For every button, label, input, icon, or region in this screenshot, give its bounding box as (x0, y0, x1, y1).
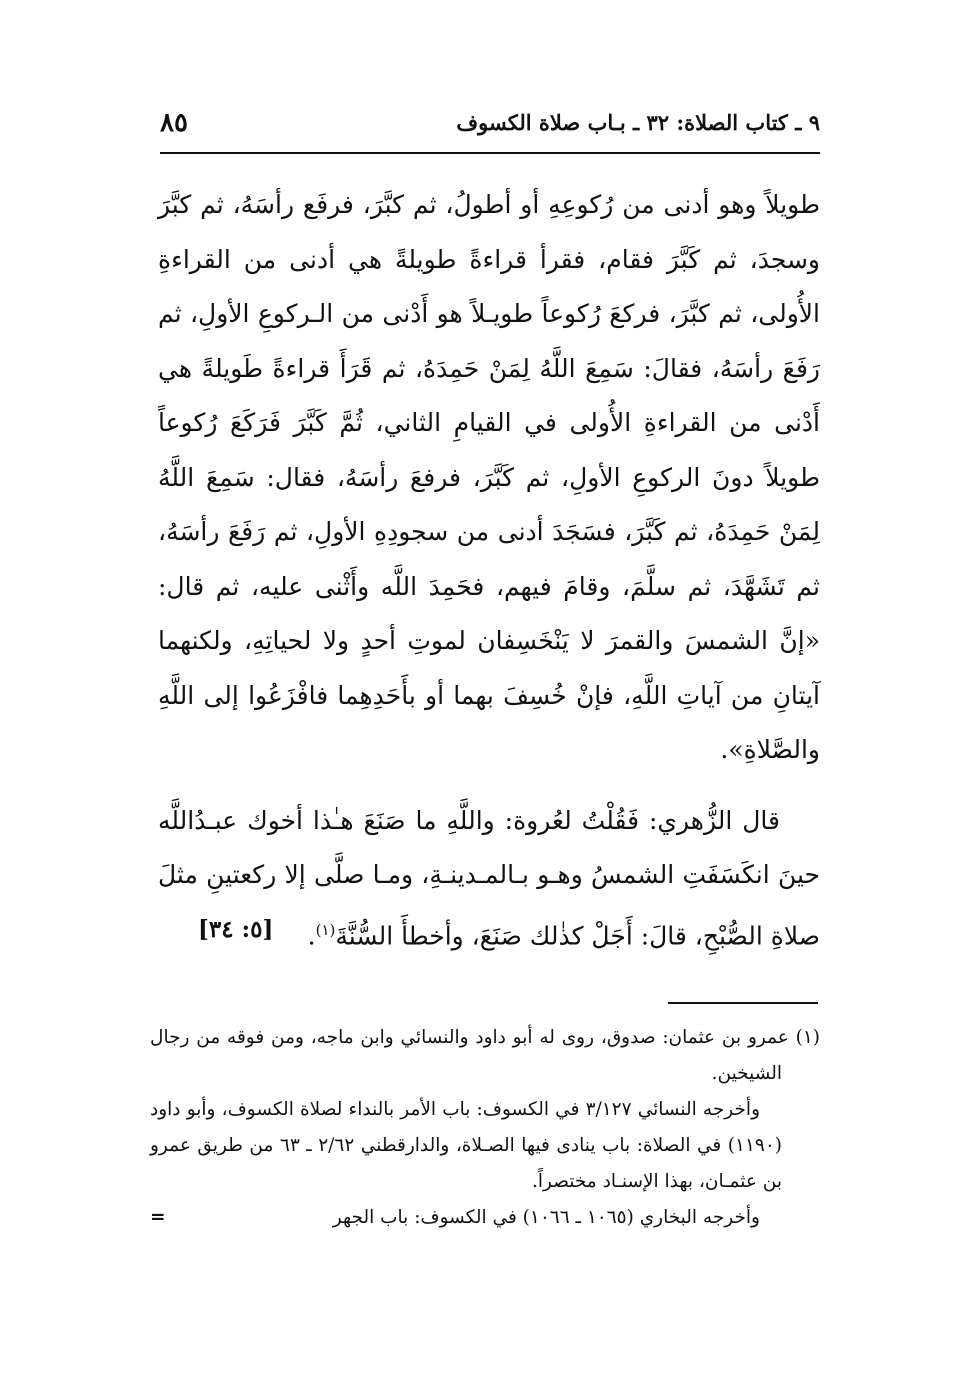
zuhri-text: قال الزُّهري: فَقُلْتُ لعُروة: واللَّهِ ما صَنَعَ هـٰذا أخوك عبـدُاللَّه حينَ انكَسَفَتِ الشمسُ وهـو بـالمـدينـةِ، ومـا صلَّى إلا ركعتينِ مثلَ صلاةِ الصُّبْحِ، قالَ: أَجَلْ كذٰلك صَنَعَ، وأخطأَ السُّنَّةَ (158, 805, 820, 950)
footnotes (150, 1020, 820, 1236)
footnote-1-source-b (150, 1200, 820, 1236)
footnote-1 (150, 1020, 820, 1092)
footnote-1-source-a (150, 1092, 820, 1200)
hadith-text: طويلاً وهو أدنى من رُكوعِهِ أو أطولُ، ثم كبَّرَ، فرفَع رأسَهُ، ثم كبَّرَ وسجدَ، ثم كَبَّرَ فقام، فقرأ قراءةً طويلةً هي أدنى من القراءةِ الأُولى، ثم كبَّرَ، فركعَ رُكوعاً طويـلاً هو أَدْنى من الـركوعِ الأولِ، ثم رَفَعَ رأسَهُ، فقالَ: سَمِعَ اللَّهُ لِمَنْ حَمِدَهُ، ثم قَرَأَ قراءةً طَويلةً هي أَدْنى من القراءةِ الأُولى في القيامِ الثاني، ثُمَّ كَبَّرَ فَرَكَعَ رُكوعاً طويلاً دونَ الركوعِ الأولِ، ثم كَبَّرَ، فرفعَ رأسَهُ، فقال: سَمِعَ اللَّهُ لِمَنْ حَمِدَهُ، ثم كَبَّرَ، فسَجَدَ أدنى من سجودِهِ الأولِ، ثم رَفَعَ رأسَهُ، ثم تَشَهَّدَ، ثم سلَّمَ، وقامَ فيهم، فحَمِدَ اللَّه وأَثْنى عليه، ثم قال: «إنَّ الشمسَ والقمرَ لا يَنْخَسِفان لموتِ أحدٍ ولا لحياتِهِ، ولكنهما آيتانِ من آياتِ اللَّهِ، فإنْ خُسِفَ بهما أو بأَحَدِهِما فافْزَعُوا إلى اللَّهِ والصَّلاةِ». (158, 190, 821, 764)
header-rule (160, 152, 820, 154)
page-number: ٨٥ (160, 108, 188, 138)
running-header (160, 110, 820, 154)
paragraph-end: . (307, 920, 316, 950)
zuhri-paragraph (158, 794, 820, 964)
footnote-1-source-b-text: وأخرجه البخاري (١٠٦٥ ـ ١٠٦٦) في الكسوف: باب الجهر (332, 1207, 760, 1228)
citation-ref: [٥: ٣٤] (198, 915, 274, 943)
footnote-marker[interactable]: (١) (315, 920, 336, 939)
footnote-rule (668, 1002, 818, 1004)
footnote-1-source-a-text: وأخرجه النسائي ٣/١٢٧ في الكسوف: باب الأمر بالنداء لصلاة الكسوف، وأبو داود (١١٩٠) في الصلاة: باب ينادى فيها الصـلاة، والدارقطني ٢/٦٢ ـ ٦٣ من طريق عمرو بن عثمـان، بهذا الإسنـاد مختصراً. (150, 1099, 782, 1192)
chapter-title: ٩ ـ كتاب الصلاة: ٣٢ ـ بـاب صلاة الكسوف (456, 110, 820, 135)
footnote-1-text: (١) عمرو بن عثمان: صدوق، روى له أبو داود والنسائي وابن ماجه، ومن فوقه من رجال الشيخين. (150, 1027, 820, 1084)
hadith-paragraph (158, 178, 820, 778)
continuation-mark: = (150, 1207, 166, 1228)
main-text (158, 178, 820, 963)
